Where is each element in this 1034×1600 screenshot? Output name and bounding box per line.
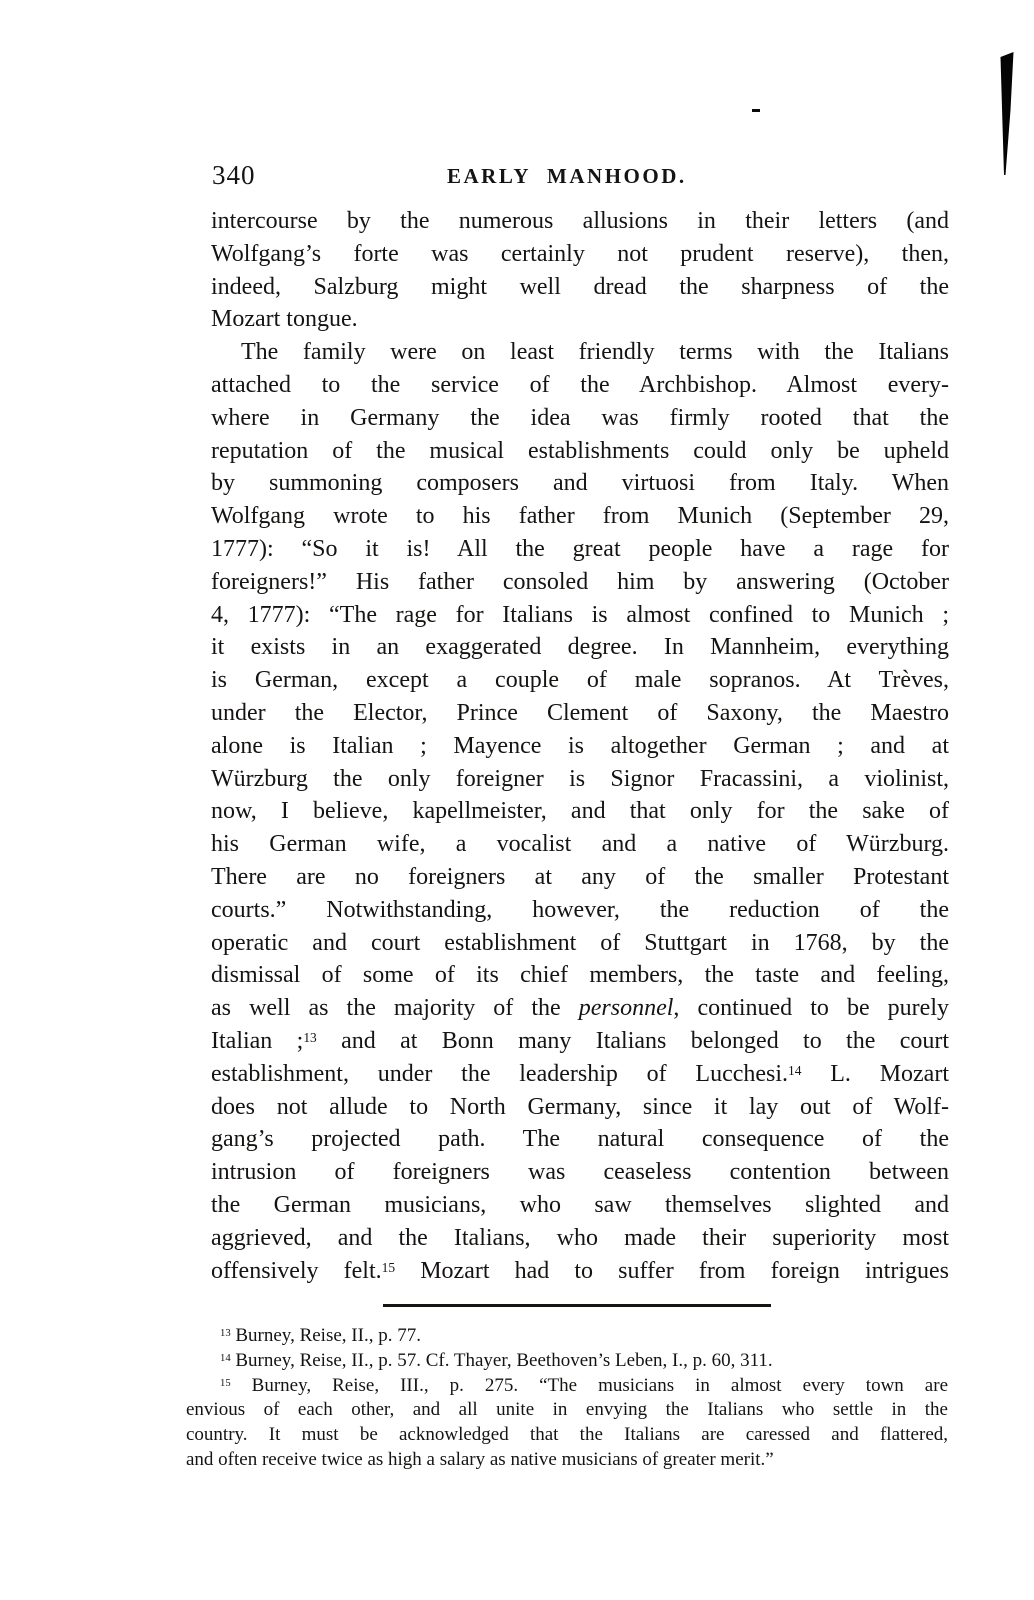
body-text-line: indeed, Salzburg might well dread the sharpness of the	[211, 273, 949, 300]
body-text-line: Wolfgang wrote to his father from Munich (September 29,	[211, 503, 949, 530]
body-text-line: where in Germany the idea was firmly rooted that the	[211, 404, 949, 431]
body-text-line: Mozart tongue.	[211, 306, 358, 333]
body-text-line: aggrieved, and the Italians, who made their superiority most	[211, 1224, 949, 1251]
body-text-line: Würzburg the only foreigner is Signor Fracassini, a violinist,	[211, 765, 949, 792]
footnote-line: $^{13}$ Burney, Reise, II., p. 77.	[220, 1325, 421, 1346]
body-text-line: alone is Italian ; Mayence is altogether German ; and at	[211, 732, 949, 759]
body-text-line: courts.” Notwithstanding, however, the reduction of the	[211, 896, 949, 923]
body-text-line: operatic and court establishment of Stuttgart in 1768, by the	[211, 929, 949, 956]
body-text-line: Italian ;$^{13}$ and at Bonn many Italians belonged to the court	[211, 1027, 949, 1054]
body-text-line: attached to the service of the Archbishop. Almost every-	[211, 371, 949, 398]
body-text-line: reputation of the musical establishments could only be upheld	[211, 437, 949, 464]
body-text-line: gang’s projected path. The natural consequence of the	[211, 1126, 949, 1153]
body-text-line: as well as the majority of the personnel, continued to be purely	[211, 995, 949, 1022]
body-text-line: dismissal of some of its chief members, the taste and feeling,	[211, 962, 949, 989]
body-text-line: foreigners!” His father consoled him by answering (October	[211, 568, 949, 595]
footnotes	[186, 1324, 948, 1473]
running-header: EARLY MANHOOD.	[447, 164, 687, 188]
body-text-line: Wolfgang’s forte was certainly not prudent reserve), then,	[211, 240, 949, 267]
body-text-line: intercourse by the numerous allusions in their letters (and	[211, 208, 949, 234]
footnote-separator	[383, 1304, 771, 1307]
body-text-line: is German, except a couple of male sopranos. At Trèves,	[211, 667, 949, 694]
body-text-line: establishment, under the leadership of Lucchesi.$^{14}$ L. Mozart	[211, 1060, 949, 1087]
footnote-line: envious of each other, and all unite in envying the Italians who settle in the	[186, 1399, 948, 1421]
page-number: 340	[212, 160, 256, 190]
body-text-line: There are no foreigners at any of the smaller Protestant	[211, 863, 949, 890]
body-text-line: the German musicians, who saw themselves slighted and	[211, 1191, 949, 1218]
body-text-line: by summoning composers and virtuosi from Italy. When	[211, 470, 949, 497]
ink-artifact-icon	[999, 52, 1015, 176]
body-text-line: under the Elector, Prince Clement of Saxony, the Maestro	[211, 699, 949, 726]
body-text-line: does not allude to North Germany, since it lay out of Wolf-	[211, 1093, 949, 1120]
footnote-line: $^{15}$ Burney, Reise, III., p. 275. “The musicians in almost every town are	[220, 1374, 948, 1396]
body-text-line: it exists in an exaggerated degree. In Mannheim, everything	[211, 634, 949, 661]
body-text-line: offensively felt.$^{15}$ Mozart had to suffer from foreign intrigues	[211, 1257, 949, 1284]
body-text	[211, 205, 949, 1287]
body-text-line: 1777): “So it is! All the great people have a rage for	[211, 535, 949, 562]
body-text-line: his German wife, a vocalist and a native of Würzburg.	[211, 831, 949, 858]
body-text-line: intrusion of foreigners was ceaseless contention between	[211, 1159, 949, 1186]
footnote-line: country. It must be acknowledged that the Italians are caressed and flattered,	[186, 1424, 948, 1446]
footnote-line: $^{14}$ Burney, Reise, II., p. 57. Cf. Thayer, Beethoven’s Leben, I., p. 60, 311.	[220, 1349, 773, 1371]
body-text-line: now, I believe, kapellmeister, and that only for the sake of	[211, 798, 949, 825]
ink-speck-icon	[752, 109, 760, 112]
footnote-line: and often receive twice as high a salary as native musicians of greater merit.”	[186, 1448, 774, 1470]
body-text-line: 4, 1777): “The rage for Italians is almost confined to Munich ;	[211, 601, 949, 628]
body-text-line: The family were on least friendly terms with the Italians	[241, 339, 949, 366]
